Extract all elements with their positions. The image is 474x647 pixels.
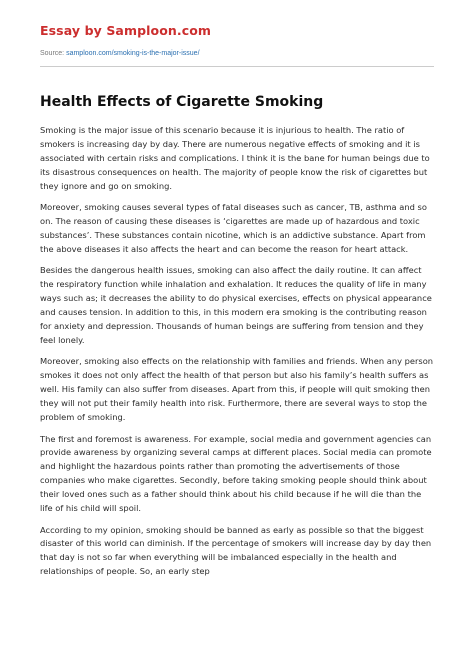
site-brand[interactable]: Essay by Samploon.com [40,23,212,38]
source-line [40,50,200,57]
essay-paragraph: Besides the dangerous health issues, smoking can also affect the daily routine. It can affect the respiratory function while inhalation and exhalation. It reduces the quality of life in many ways such as; it decreases the ability to do physical exercises, effects on physical appearance and causes tension. In addition to this, in this modern era smoking is the contributing reason for anxiety and depression. Thousands of human beings are suffering from tension and they feel lonely. [40,265,432,345]
essay-paragraph: According to my opinion, smoking should be banned as early as possible so that the biggest disaster of this world can diminish. If the percentage of smokers will increase day by day then that day is not so far when everything will be imbalanced especially in the health and relationships of people. So, an early step [40,524,432,577]
essay-body [40,124,436,587]
essay-paragraph: Smoking is the major issue of this scenario because it is injurious to health. The ratio of smokers is increasing day by day. There are numerous negative effects of smoking and it is associated with certain risks and complications. I think it is the bane for human beings due to its disastrous consequences on health. The majority of people know the risk of cigarettes but they ignore and go on smoking. [40,125,430,191]
source-link[interactable]: samploon.com/smoking-is-the-major-issue/ [66,50,200,57]
header-divider [40,66,434,67]
essay-paragraph: Moreover, smoking causes several types of fatal diseases such as cancer, TB, asthma and so on. The reason of causing these diseases is ‘cigarettes are made up of hazardous and toxic substances’. These substances contain nicotine, which is an addictive substance. Apart from the above diseases it also affects the heart and can become the reason for heart attack. [40,202,427,254]
essay-paragraph: Moreover, smoking also effects on the relationship with families and friends. When any person smokes it does not only affect the health of that person but also his family’s health suffers as well. His family can also suffer from diseases. Apart from this, if people will quit smoking then they will not put their family health into risk. Furthermore, there are several ways to stop the problem of smoking. [40,356,434,422]
essay-paragraph: The first and foremost is awareness. For example, social media and government agencies can provide awareness by organizing several camps at different places. Social media can promote and highlight the hazardous points rather than promoting the advertisements of those companies who make cigarettes. Secondly, before taking smoking people should think about their loved ones such as a father should think about his child because if he will die than the life of his child will spoil. [40,433,432,514]
source-label: Source: [40,50,65,57]
essay-title: Health Effects of Cigarette Smoking [40,94,324,110]
